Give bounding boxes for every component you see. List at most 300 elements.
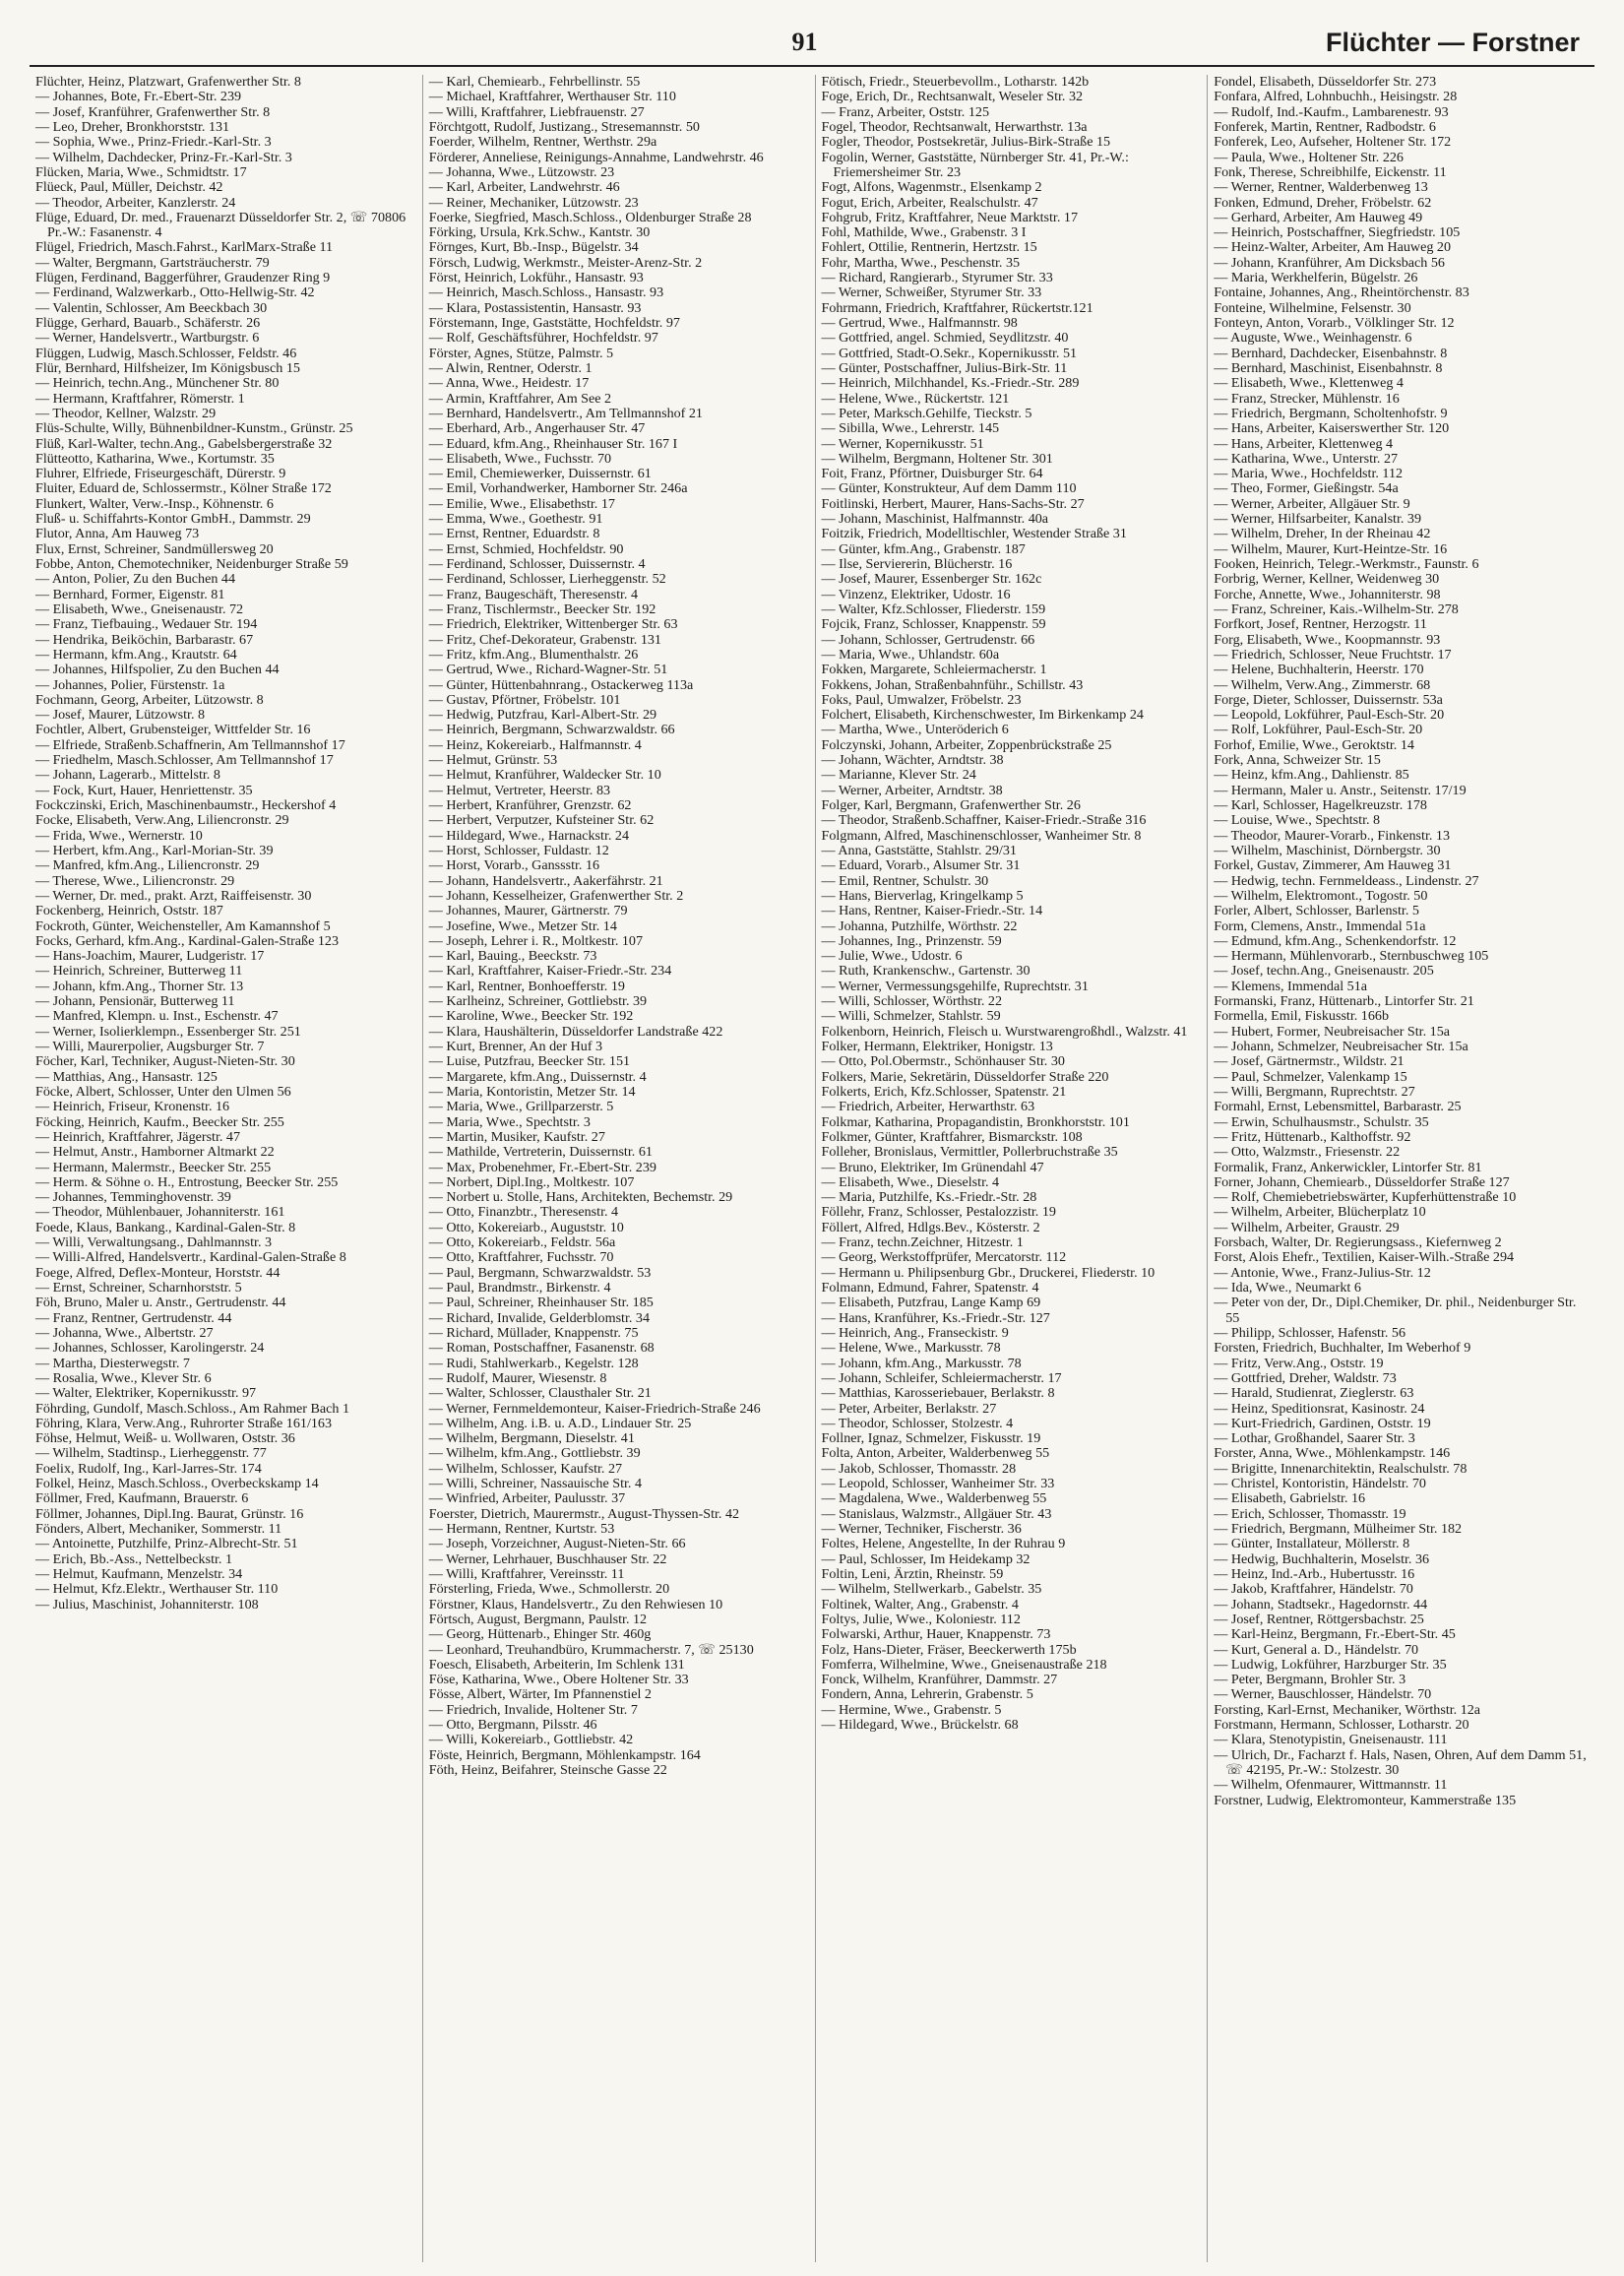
directory-entry: — Hans, Arbeiter, Kaiserswerther Str. 120: [1214, 420, 1450, 437]
directory-entry: — Emil, Rentner, Schulstr. 30: [821, 872, 989, 889]
directory-entry: — Lothar, Großhandel, Saarer Str. 3: [1214, 1430, 1415, 1447]
directory-entry: Focke, Elisabeth, Verw.Ang, Liliencronstr. 29: [35, 812, 289, 829]
directory-entry: Föh, Bruno, Maler u. Anstr., Gertrudenstr. 44: [35, 1295, 286, 1311]
directory-entry: — Willi, Kraftfahrer, Vereinsstr. 11: [428, 1565, 625, 1582]
directory-entry: — Maria, Wwe., Spechtstr. 3: [428, 1113, 591, 1130]
directory-entry: Föllmer, Johannes, Dipl.Ing. Baurat, Grünstr. 16: [35, 1505, 304, 1522]
directory-entry: Foit, Franz, Pförtner, Duisburger Str. 64: [821, 466, 1043, 482]
directory-entry: — Magdalena, Wwe., Walderbenweg 55: [821, 1490, 1047, 1507]
directory-entry: — Heinrich, Bergmann, Schwarzwaldstr. 66: [428, 722, 675, 738]
directory-entry: Fötisch, Friedr., Steuerbevollm., Lotharstr. 142b: [821, 75, 1090, 90]
directory-entry: Folchert, Elisabeth, Kirchenschwester, Im Birkenkamp 24: [821, 707, 1144, 724]
directory-entry: — Horst, Vorarb., Ganssstr. 16: [428, 857, 600, 874]
directory-entry: — Walter, Elektriker, Kopernikusstr. 97: [35, 1385, 257, 1402]
directory-entry: Fockenberg, Heinrich, Oststr. 187: [35, 903, 223, 919]
directory-entry: Folleher, Bronislaus, Vermittler, Pollerbruchstraße 35: [821, 1144, 1118, 1161]
directory-entry: — Hermann, Maler u. Anstr., Seitenstr. 17/19: [1214, 782, 1467, 798]
directory-entry: — Helmut, Grünstr. 53: [428, 752, 558, 769]
directory-entry: — Ulrich, Dr., Facharzt f. Hals, Nasen, Ohren, Auf dem Damm 51, ☏ 42195, Pr.-W.: Stolzestr. 30: [1214, 1746, 1587, 1778]
directory-entry: — Heinrich, Kraftfahrer, Jägerstr. 47: [35, 1128, 241, 1145]
directory-entry: — Hildegard, Wwe., Harnackstr. 24: [428, 827, 630, 844]
directory-entry: — Heinrich, techn.Ang., Münchener Str. 80: [35, 375, 280, 392]
directory-entry: — Joseph, Vorzeichner, August-Nieten-Str. 66: [428, 1536, 686, 1552]
directory-entry: — Werner, Arbeiter, Allgäuer Str. 9: [1214, 495, 1410, 512]
directory-entry: Fönders, Albert, Mechaniker, Sommerstr. 11: [35, 1521, 282, 1537]
directory-entry: — Karl, Schlosser, Hagelkreuzstr. 178: [1214, 797, 1427, 813]
directory-entry: — Werner, Isolierklempn., Essenberger Str. 251: [35, 1023, 301, 1040]
directory-entry: — Karl, Arbeiter, Landwehrstr. 46: [428, 179, 620, 196]
directory-entry: — Heinz, Speditionsrat, Kasinostr. 24: [1214, 1400, 1425, 1417]
directory-entry: — Martha, Wwe., Unteröderich 6: [821, 722, 1009, 738]
directory-entry: — Heinrich, Schreiner, Butterweg 11: [35, 963, 243, 980]
directory-entry: Foltes, Helene, Angestellte, In der Ruhrau 9: [821, 1536, 1066, 1552]
directory-entry: — Josef, Maurer, Lützowstr. 8: [35, 707, 206, 724]
directory-entry: Fonteine, Wilhelmine, Felsenstr. 30: [1214, 299, 1411, 316]
directory-entry: — Klemens, Immendal 51a: [1214, 978, 1368, 994]
directory-entry: — Norbert u. Stolle, Hans, Architekten, Bechemstr. 29: [428, 1189, 733, 1206]
directory-entry: — Herm. & Söhne o. H., Entrostung, Beecker Str. 255: [35, 1173, 339, 1190]
directory-entry: — Otto, Pol.Obermstr., Schönhauser Str. 30: [821, 1053, 1065, 1070]
directory-entry: Flüs-Schulte, Willy, Bühnenbildner-Kunstm., Grünstr. 25: [35, 420, 353, 437]
directory-entry: — Karl, Chemiearb., Fehrbellinstr. 55: [428, 75, 641, 90]
directory-entry: — Rudolf, Maurer, Wiesenstr. 8: [428, 1369, 607, 1386]
directory-entry: — Helene, Wwe., Markusstr. 78: [821, 1340, 1001, 1357]
directory-entry: — Friedrich, Bergmann, Scholtenhofstr. 9: [1214, 405, 1448, 421]
directory-entry: — Leopold, Schlosser, Wanheimer Str. 33: [821, 1476, 1055, 1492]
directory-entry: Flüge, Eduard, Dr. med., Frauenarzt Düsseldorfer Str. 2, ☏ 70806 Pr.-W.: Fasanenstr. 4: [35, 209, 406, 241]
directory-entry: — Hans, Kranführer, Ks.-Friedr.-Str. 127: [821, 1309, 1050, 1326]
directory-entry: — Therese, Wwe., Liliencronstr. 29: [35, 872, 235, 889]
directory-entry: Forsting, Karl-Ernst, Mechaniker, Wörthstr. 12a: [1214, 1701, 1481, 1718]
directory-entry: Fonk, Therese, Schreibhilfe, Eickenstr. 11: [1214, 163, 1447, 180]
directory-entry: — Katharina, Wwe., Unterstr. 27: [1214, 450, 1399, 467]
directory-entry: — Wilhelm, Maurer, Kurt-Heintze-Str. 16: [1214, 540, 1448, 557]
directory-entry: — Erich, Schlosser, Thomasstr. 19: [1214, 1505, 1406, 1522]
directory-entry: — Paul, Schmelzer, Valenkamp 15: [1214, 1068, 1407, 1085]
directory-entry: Fonken, Edmund, Dreher, Fröbelstr. 62: [1214, 194, 1432, 211]
directory-entry: — Winfried, Arbeiter, Paulusstr. 37: [428, 1490, 626, 1507]
directory-entry: Form, Clemens, Anstr., Immendal 51a: [1214, 917, 1426, 934]
directory-entry: — Jakob, Schlosser, Thomasstr. 28: [821, 1460, 1017, 1477]
directory-entry: — Leopold, Lokführer, Paul-Esch-Str. 20: [1214, 707, 1445, 724]
directory-entry: Förster, Agnes, Stütze, Palmstr. 5: [428, 345, 614, 361]
directory-entry: Forsbach, Walter, Dr. Regierungsass., Kiefernweg 2: [1214, 1234, 1502, 1251]
directory-entry: — Philipp, Schlosser, Hafenstr. 56: [1214, 1324, 1406, 1341]
directory-entry: — Otto, Kraftfahrer, Fuchsstr. 70: [428, 1249, 614, 1266]
directory-entry: — Helmut, Kaufmann, Menzelstr. 34: [35, 1565, 243, 1582]
directory-entry: — Ferdinand, Schlosser, Lierheggenstr. 52: [428, 571, 666, 588]
directory-entry: — Werner, Arbeiter, Arndtstr. 38: [821, 782, 1003, 798]
directory-entry: Fohrmann, Friedrich, Kraftfahrer, Rückertstr.121: [821, 299, 1093, 316]
directory-entry: — Hermann, Kraftfahrer, Römerstr. 1: [35, 390, 245, 407]
directory-entry: — Werner, Techniker, Fischerstr. 36: [821, 1521, 1022, 1537]
directory-entry: — Louise, Wwe., Spechtstr. 8: [1214, 812, 1381, 829]
directory-entry: — Wilhelm, Elektromont., Togostr. 50: [1214, 887, 1428, 904]
directory-entry: — Gerhard, Arbeiter, Am Hauweg 49: [1214, 209, 1423, 225]
directory-entry: — Elisabeth, Wwe., Fuchsstr. 70: [428, 450, 612, 467]
directory-entry: — Hermann u. Philipsenburg Gbr., Druckerei, Fliederstr. 10: [821, 1264, 1156, 1281]
directory-entry: — Willi, Bergmann, Ruprechtstr. 27: [1214, 1083, 1415, 1100]
directory-entry: — Karl-Heinz, Bergmann, Fr.-Ebert-Str. 45: [1214, 1626, 1456, 1643]
directory-entry: — Paul, Schlosser, Im Heidekamp 32: [821, 1550, 1031, 1567]
directory-entry: Folker, Hermann, Elektriker, Honigstr. 13: [821, 1039, 1053, 1054]
directory-entry: — Jakob, Kraftfahrer, Händelstr. 70: [1214, 1581, 1413, 1598]
directory-entry: — Wilhelm, Bergmann, Dieselstr. 41: [428, 1430, 635, 1447]
directory-entry: — Gottfried, Dreher, Waldstr. 73: [1214, 1369, 1397, 1386]
directory-entry: — Helene, Buchhalterin, Heerstr. 170: [1214, 662, 1424, 678]
directory-entry: Forg, Elisabeth, Wwe., Koopmannstr. 93: [1214, 631, 1441, 648]
directory-entry: — Ferdinand, Walzwerkarb., Otto-Hellwig-Str. 42: [35, 284, 315, 301]
directory-entry: — Marianne, Klever Str. 24: [821, 767, 976, 784]
directory-entry: — Hans, Arbeiter, Klettenweg 4: [1214, 435, 1394, 452]
directory-entry: — Stanislaus, Walzmstr., Allgäuer Str. 43: [821, 1505, 1052, 1522]
directory-entry: Fochmann, Georg, Arbeiter, Lützowstr. 8: [35, 691, 264, 708]
directory-entry: Fonteyn, Anton, Vorarb., Völklinger Str. 12: [1214, 315, 1455, 331]
directory-entry: — Reiner, Mechaniker, Lützowstr. 23: [428, 194, 639, 211]
page-number: 91: [791, 28, 818, 56]
directory-entry: Fohlert, Ottilie, Rentnerin, Hertzstr. 15: [821, 239, 1037, 256]
directory-entry: — Helmut, Kfz.Elektr., Werthauser Str. 110: [35, 1581, 279, 1598]
directory-entry: Föhrding, Gundolf, Masch.Schloss., Am Rahmer Bach 1: [35, 1400, 350, 1417]
directory-entry: — Matthias, Ang., Hansastr. 125: [35, 1068, 218, 1085]
directory-entry: — Theodor, Schlosser, Stolzestr. 4: [821, 1415, 1014, 1431]
directory-entry: — Richard, Rangierarb., Styrumer Str. 33: [821, 270, 1053, 286]
directory-entry: — Edmund, kfm.Ang., Schenkendorfstr. 12: [1214, 932, 1457, 949]
directory-entry: — Walter, Schlosser, Clausthaler Str. 21: [428, 1385, 652, 1402]
directory-entry: Fogut, Erich, Arbeiter, Realschulstr. 47: [821, 194, 1038, 211]
directory-entry: — Herbert, Kranführer, Grenzstr. 62: [428, 797, 632, 813]
directory-entry: — Hans, Rentner, Kaiser-Friedr.-Str. 14: [821, 903, 1043, 919]
directory-entry: Forche, Annette, Wwe., Johanniterstr. 98: [1214, 586, 1441, 602]
directory-entry: — Paula, Wwe., Holtener Str. 226: [1214, 149, 1404, 165]
directory-entry: — Werner, Hilfsarbeiter, Kanalstr. 39: [1214, 511, 1422, 528]
directory-entry: Forster, Anna, Wwe., Möhlenkampstr. 146: [1214, 1445, 1451, 1462]
directory-entry: — Anna, Wwe., Heidestr. 17: [428, 375, 590, 392]
directory-entry: Flügel, Friedrich, Masch.Fahrst., KarlMarx-Straße 11: [35, 239, 334, 256]
directory-entry: Folkmer, Günter, Kraftfahrer, Bismarckstr. 108: [821, 1128, 1083, 1145]
directory-entry: Fooken, Heinrich, Telegr.-Werkmstr., Faunstr. 6: [1214, 556, 1479, 572]
directory-entry: — Hans-Joachim, Maurer, Ludgeristr. 17: [35, 948, 265, 965]
directory-entry: — Friedrich, Arbeiter, Herwarthstr. 63: [821, 1099, 1035, 1115]
directory-entry: — Hans, Bierverlag, Kringelkamp 5: [821, 887, 1024, 904]
directory-entry: — Martha, Diesterwegstr. 7: [35, 1355, 190, 1371]
directory-entry: — Sophia, Wwe., Prinz-Friedr.-Karl-Str. 3: [35, 134, 272, 151]
directory-entry: Fomferra, Wilhelmine, Wwe., Gneisenaustraße 218: [821, 1656, 1107, 1673]
directory-entry: — Friedhelm, Masch.Schlosser, Am Tellmannshof 17: [35, 752, 334, 769]
directory-entry: Foks, Paul, Umwalzer, Fröbelstr. 23: [821, 691, 1022, 708]
directory-entry: — Franz, Rentner, Gertrudenstr. 44: [35, 1309, 232, 1326]
directory-entry: — Johannes, Ing., Prinzenstr. 59: [821, 932, 1002, 949]
directory-entry: — Johann, Pensionär, Butterweg 11: [35, 993, 235, 1010]
directory-entry: — Johannes, Hilfspolier, Zu den Buchen 44: [35, 662, 280, 678]
directory-entry: — Wilhelm, Arbeiter, Blücherplatz 10: [1214, 1204, 1426, 1221]
directory-entry: Föllmer, Fred, Kaufmann, Brauerstr. 6: [35, 1490, 249, 1507]
directory-entry: — Willi, Schmelzer, Stahlstr. 59: [821, 1008, 1001, 1025]
directory-entry: — Heinrich, Masch.Schloss., Hansastr. 93: [428, 284, 664, 301]
directory-column-4: [1207, 75, 1599, 2262]
directory-entry: — Richard, Invalide, Gelderblomstr. 34: [428, 1309, 651, 1326]
directory-entry: — Karlheinz, Schreiner, Gottliebstr. 39: [428, 993, 648, 1010]
directory-entry: — Johannes, Bote, Fr.-Ebert-Str. 239: [35, 89, 242, 105]
directory-entry: Föhse, Helmut, Weiß- u. Wollwaren, Oststr. 36: [35, 1430, 295, 1447]
directory-entry: — Johann, Lagerarb., Mittelstr. 8: [35, 767, 220, 784]
directory-entry: Fojcik, Franz, Schlosser, Knappenstr. 59: [821, 616, 1046, 633]
directory-entry: — Friedrich, Bergmann, Mülheimer Str. 182: [1214, 1521, 1463, 1537]
directory-entry: Forst, Alois Ehefr., Textilien, Kaiser-Wilh.-Straße 294: [1214, 1249, 1515, 1266]
directory-entry: Folgmann, Alfred, Maschinenschlosser, Wanheimer Str. 8: [821, 827, 1142, 844]
directory-entry: — Ernst, Schreiner, Scharnhorststr. 5: [35, 1280, 242, 1296]
directory-entry: — Auguste, Wwe., Weinhagenstr. 6: [1214, 330, 1412, 347]
directory-entry: Foitlinski, Herbert, Maurer, Hans-Sachs-Str. 27: [821, 495, 1085, 512]
directory-entry: — Bernhard, Dachdecker, Eisenbahnstr. 8: [1214, 345, 1448, 361]
directory-entry: Förderer, Anneliese, Reinigungs-Annahme, Landwehrstr. 46: [428, 149, 764, 165]
directory-entry: — Paul, Bergmann, Schwarzwaldstr. 53: [428, 1264, 652, 1281]
directory-entry: — Theodor, Mühlenbauer, Johanniterstr. 161: [35, 1204, 285, 1221]
directory-entry: Folkenborn, Heinrich, Fleisch u. Wurstwarengroßhdl., Walzstr. 41: [821, 1023, 1188, 1040]
directory-entry: Fogel, Theodor, Rechtsanwalt, Herwarthstr. 13a: [821, 118, 1088, 135]
directory-entry: Foelix, Rudolf, Ing., Karl-Jarres-Str. 174: [35, 1460, 262, 1477]
directory-entry: — Werner, Dr. med., prakt. Arzt, Raiffeisenstr. 30: [35, 887, 312, 904]
directory-entry: — Heinz, Ind.-Arb., Hubertusstr. 16: [1214, 1565, 1415, 1582]
directory-entry: Försterling, Frieda, Wwe., Schmollerstr. 20: [428, 1581, 670, 1598]
directory-entry: — Rudolf, Ind.-Kaufm., Lambarenestr. 93: [1214, 103, 1449, 120]
directory-entry: — Valentin, Schlosser, Am Beeckbach 30: [35, 299, 268, 316]
directory-entry: — Wilhelm, Stadtinsp., Lierheggenstr. 77: [35, 1445, 267, 1462]
directory-entry: — Otto, Walzmstr., Friesenstr. 22: [1214, 1144, 1401, 1161]
directory-entry: — Christel, Kontoristin, Händelstr. 70: [1214, 1476, 1426, 1492]
directory-entry: — Maria, Wwe., Uhlandstr. 60a: [821, 646, 1000, 663]
directory-entry: — Elfriede, Straßenb.Schaffnerin, Am Tellmannshof 17: [35, 736, 345, 753]
directory-entry: — Wilhelm, kfm.Ang., Gottliebstr. 39: [428, 1445, 641, 1462]
directory-entry: — Hedwig, techn. Fernmeldeass., Lindenstr. 27: [1214, 872, 1479, 889]
directory-entry: — Wilhelm, Ang. i.B. u. A.D., Lindauer Str. 25: [428, 1415, 692, 1431]
directory-entry: — Erich, Bb.-Ass., Nettelbeckstr. 1: [35, 1550, 233, 1567]
directory-entry: — Wilhelm, Dreher, In der Rheinau 42: [1214, 526, 1431, 542]
directory-entry: — Fritz, kfm.Ang., Blumenthalstr. 26: [428, 646, 639, 663]
directory-entry: — Ilse, Serviererin, Blücherstr. 16: [821, 556, 1013, 572]
directory-entry: — Gustav, Pförtner, Fröbelstr. 101: [428, 691, 621, 708]
directory-entry: — Heinrich, Friseur, Kronenstr. 16: [35, 1099, 230, 1115]
directory-entry: — Franz, Schreiner, Kais.-Wilhelm-Str. 278: [1214, 601, 1459, 617]
directory-entry: — Walter, Bergmann, Gartsträucherstr. 79: [35, 254, 270, 271]
directory-entry: Foesch, Elisabeth, Arbeiterin, Im Schlenk 131: [428, 1656, 685, 1673]
directory-entry: Fondern, Anna, Lehrerin, Grabenstr. 5: [821, 1686, 1033, 1703]
directory-entry: Foede, Klaus, Bankang., Kardinal-Galen-Str. 8: [35, 1219, 296, 1235]
directory-entry: Föse, Katharina, Wwe., Obere Holtener Str. 33: [428, 1672, 689, 1688]
directory-entry: Fohl, Mathilde, Wwe., Grabenstr. 3 I: [821, 224, 1027, 241]
directory-entry: Forsten, Friedrich, Buchhalter, Im Weberhof 9: [1214, 1340, 1471, 1357]
directory-entry: — Ferdinand, Schlosser, Duissernstr. 4: [428, 556, 646, 572]
directory-entry: — Franz, Strecker, Mühlenstr. 16: [1214, 390, 1400, 407]
directory-entry: — Bernhard, Former, Eigenstr. 81: [35, 586, 225, 602]
directory-entry: — Bernhard, Maschinist, Eisenbahnstr. 8: [1214, 359, 1443, 376]
directory-entry: Focks, Gerhard, kfm.Ang., Kardinal-Galen-Straße 123: [35, 932, 340, 949]
directory-entry: Foerder, Wilhelm, Rentner, Werthstr. 29a: [428, 134, 657, 151]
directory-entry: — Willi, Schlosser, Wörthstr. 22: [821, 993, 1003, 1010]
directory-entry: Foege, Alfred, Deflex-Monteur, Horststr. 44: [35, 1264, 281, 1281]
directory-entry: Forler, Albert, Schlosser, Barlenstr. 5: [1214, 903, 1419, 919]
directory-entry: Forstmann, Hermann, Schlosser, Lotharstr. 20: [1214, 1717, 1469, 1734]
directory-entry: — Johann, Kranführer, Am Dicksbach 56: [1214, 254, 1445, 271]
directory-entry: — Gottfried, Stadt-O.Sekr., Kopernikusstr. 51: [821, 345, 1078, 361]
directory-entry: — Georg, Werkstoffprüfer, Mercatorstr. 112: [821, 1249, 1067, 1266]
directory-entry: — Johann, Schlosser, Gertrudenstr. 66: [821, 631, 1035, 648]
directory-entry: — Hermine, Wwe., Grabenstr. 5: [821, 1701, 1002, 1718]
directory-entry: Flügge, Gerhard, Bauarb., Schäferstr. 26: [35, 315, 261, 331]
directory-entry: — Hermann, Malermstr., Beecker Str. 255: [35, 1159, 272, 1175]
directory-entry: — Werner, Lehrhauer, Buschhauser Str. 22: [428, 1550, 667, 1567]
directory-entry: — Antoinette, Putzhilfe, Prinz-Albrecht-Str. 51: [35, 1536, 298, 1552]
directory-entry: Flüchter, Heinz, Platzwart, Grafenwerther Str. 8: [35, 75, 301, 90]
directory-entry: Foitzik, Friedrich, Modelltischler, Westender Straße 31: [821, 526, 1127, 542]
directory-entry: — Karl, Kraftfahrer, Kaiser-Friedr.-Str. 234: [428, 963, 672, 980]
directory-entry: — Brigitte, Innenarchitektin, Realschulstr. 78: [1214, 1460, 1468, 1477]
directory-entry: — Wilhelm, Ofenmaurer, Wittmannstr. 11: [1214, 1777, 1448, 1794]
directory-entry: — Erwin, Schulhausmstr., Schulstr. 35: [1214, 1113, 1429, 1130]
directory-entry: — Friedrich, Invalide, Holtener Str. 7: [428, 1701, 638, 1718]
directory-entry: — Elisabeth, Putzfrau, Lange Kamp 69: [821, 1295, 1041, 1311]
directory-entry: — Maria, Wwe., Grillparzerstr. 5: [428, 1099, 614, 1115]
directory-entry: — Maria, Kontoristin, Metzer Str. 14: [428, 1083, 636, 1100]
directory-entry: — Wilhelm, Arbeiter, Graustr. 29: [1214, 1219, 1400, 1235]
directory-entry: — Antonie, Wwe., Franz-Julius-Str. 12: [1214, 1264, 1431, 1281]
directory-entry: Föcking, Heinrich, Kaufm., Beecker Str. 255: [35, 1113, 284, 1130]
directory-entry: — Günter, Konstrukteur, Auf dem Damm 110: [821, 480, 1077, 497]
directory-entry: — Julius, Maschinist, Johanniterstr. 108: [35, 1596, 259, 1612]
directory-entry: Förtsch, August, Bergmann, Paulstr. 12: [428, 1611, 648, 1627]
directory-entry: — Johannes, Polier, Fürstenstr. 1a: [35, 676, 225, 693]
directory-entry: — Hedwig, Putzfrau, Karl-Albert-Str. 29: [428, 707, 657, 724]
directory-entry: — Josef, Kranführer, Grafenwerther Str. 8: [35, 103, 271, 120]
directory-entry: Flutor, Anna, Am Hauweg 73: [35, 526, 200, 542]
directory-entry: Fluiter, Eduard de, Schlossermstr., Kölner Straße 172: [35, 480, 332, 497]
directory-entry: Fogler, Theodor, Postsekretär, Julius-Birk-Straße 15: [821, 134, 1111, 151]
directory-entry: Fobbe, Anton, Chemotechniker, Neidenburger Straße 59: [35, 556, 348, 572]
directory-entry: Föste, Heinrich, Bergmann, Möhlenkampstr. 164: [428, 1746, 701, 1763]
directory-entry: — Eduard, kfm.Ang., Rheinhauser Str. 167 I: [428, 435, 678, 452]
directory-entry: Fogolin, Werner, Gaststätte, Nürnberger Str. 41, Pr.-W.: Friemersheimer Str. 23: [821, 149, 1129, 180]
directory-entry: — Georg, Hüttenarb., Ehinger Str. 460g: [428, 1626, 652, 1643]
directory-entry: Förstner, Klaus, Handelsvertr., Zu den Rehwiesen 10: [428, 1596, 723, 1612]
directory-entry: — Johann, Kesselheizer, Grafenwerther Str. 2: [428, 887, 684, 904]
directory-entry: — Eduard, Vorarb., Alsumer Str. 31: [821, 857, 1021, 874]
page-header: [30, 24, 1580, 63]
directory-entry: — Willi, Kraftfahrer, Liebfrauenstr. 27: [428, 103, 645, 120]
directory-entry: — Johann, kfm.Ang., Thorner Str. 13: [35, 978, 244, 994]
directory-entry: — Werner, Schweißer, Styrumer Str. 33: [821, 284, 1042, 301]
directory-entry: Föcher, Karl, Techniker, August-Nieten-Str. 30: [35, 1053, 295, 1070]
directory-entry: Förnges, Kurt, Bb.-Insp., Bügelstr. 34: [428, 239, 639, 256]
directory-entry: — Fritz, Verw.Ang., Oststr. 19: [1214, 1355, 1384, 1371]
directory-entry: — Martin, Musiker, Kaufstr. 27: [428, 1128, 605, 1145]
directory-entry: — Rosalia, Wwe., Klever Str. 6: [35, 1369, 212, 1386]
directory-entry: — Hermann, Rentner, Kurtstr. 53: [428, 1521, 615, 1537]
directory-entry: — Alwin, Rentner, Oderstr. 1: [428, 359, 593, 376]
directory-entry: — Karl, Bauing., Beeckstr. 73: [428, 948, 597, 965]
directory-entry: Follner, Ignaz, Schmelzer, Fiskusstr. 19: [821, 1430, 1041, 1447]
directory-entry: — Kurt, General a. D., Händelstr. 70: [1214, 1641, 1419, 1658]
directory-entry: Flücken, Maria, Wwe., Schmidtstr. 17: [35, 163, 247, 180]
directory-entry: — Vinzenz, Elektriker, Udostr. 16: [821, 586, 1011, 602]
directory-entry: — Fock, Kurt, Hauer, Henriettenstr. 35: [35, 782, 253, 798]
directory-entry: — Herbert, kfm.Ang., Karl-Morian-Str. 39: [35, 842, 274, 858]
directory-entry: — Hendrika, Beiköchin, Barbarastr. 67: [35, 631, 254, 648]
directory-entry: Folkmar, Katharina, Propagandistin, Bronkhorststr. 101: [821, 1113, 1130, 1130]
directory-entry: Foerster, Dietrich, Maurermstr., August-Thyssen-Str. 42: [428, 1505, 740, 1522]
directory-entry: Försch, Ludwig, Werkmstr., Meister-Arenz-Str. 2: [428, 254, 703, 271]
directory-entry: Flux, Ernst, Schreiner, Sandmüllersweg 20: [35, 540, 274, 557]
directory-entry: — Johann, Handelsvertr., Aakerfährstr. 21: [428, 872, 663, 889]
page-title: Flüchter — Forstner: [1325, 28, 1580, 57]
directory-entry: Fluß- u. Schiffahrts-Kontor GmbH., Dammstr. 29: [35, 511, 311, 528]
directory-entry: — Theodor, Straßenb.Schaffner, Kaiser-Friedr.-Straße 316: [821, 812, 1147, 829]
directory-entry: — Josef, Gärtnermstr., Wildstr. 21: [1214, 1053, 1405, 1070]
directory-entry: — Sibilla, Wwe., Lehrerstr. 145: [821, 420, 1000, 437]
directory-entry: — Kurt, Brenner, An der Huf 3: [428, 1039, 603, 1054]
directory-entry: — Johann, Wächter, Arndtstr. 38: [821, 752, 1004, 769]
directory-entry: — Johannes, Schlosser, Karolingerstr. 24: [35, 1340, 265, 1357]
directory-entry: — Helmut, Vertreter, Heerstr. 83: [428, 782, 611, 798]
directory-entry: — Paul, Schreiner, Rheinhauser Str. 185: [428, 1295, 654, 1311]
directory-entry: — Bernhard, Handelsvertr., Am Tellmannshof 21: [428, 405, 703, 421]
directory-entry: — Margarete, kfm.Ang., Duissernstr. 4: [428, 1068, 647, 1085]
directory-entry: — Günter, Installateur, Möllerstr. 8: [1214, 1536, 1410, 1552]
directory-entry: — Willi, Maurerpolier, Augsburger Str. 7: [35, 1039, 265, 1054]
directory-entry: — Werner, Fernmeldemonteur, Kaiser-Friedrich-Straße 246: [428, 1400, 761, 1417]
directory-entry: Fohgrub, Fritz, Kraftfahrer, Neue Marktstr. 17: [821, 209, 1078, 225]
directory-entry: Fockroth, Günter, Weichensteller, Am Kamannshof 5: [35, 917, 331, 934]
directory-entry: — Peter, Arbeiter, Berlakstr. 27: [821, 1400, 997, 1417]
directory-entry: Fontaine, Johannes, Ang., Rheintörchenstr. 83: [1214, 284, 1469, 301]
directory-entry: Flütteotto, Katharina, Wwe., Kortumstr. 35: [35, 450, 275, 467]
directory-entry: — Gertrud, Wwe., Halfmannstr. 98: [821, 315, 1018, 331]
directory-entry: Flügen, Ferdinand, Baggerführer, Graudenzer Ring 9: [35, 270, 331, 286]
directory-entry: — Hermann, kfm.Ang., Krautstr. 64: [35, 646, 237, 663]
directory-entry: Folwarski, Arthur, Hauer, Knappenstr. 73: [821, 1626, 1051, 1643]
directory-entry: Flüeck, Paul, Müller, Deichstr. 42: [35, 179, 223, 196]
directory-entry: — Hermann, Mühlenvorarb., Sternbuschweg 105: [1214, 948, 1489, 965]
directory-entry: — Peter, Marksch.Gehilfe, Tieckstr. 5: [821, 405, 1032, 421]
directory-entry: — Werner, Vermessungsgehilfe, Ruprechtstr. 31: [821, 978, 1089, 994]
directory-entry: — Werner, Bauschlosser, Händelstr. 70: [1214, 1686, 1432, 1703]
directory-entry: — Walter, Kfz.Schlosser, Fliederstr. 159: [821, 601, 1046, 617]
directory-entry: — Elisabeth, Wwe., Klettenweg 4: [1214, 375, 1404, 392]
directory-entry: — Theodor, Arbeiter, Kanzlerstr. 24: [35, 194, 236, 211]
directory-entry: — Hildegard, Wwe., Brückelstr. 68: [821, 1717, 1019, 1734]
directory-entry: — Josefine, Wwe., Metzer Str. 14: [428, 917, 617, 934]
directory-entry: Fochtler, Albert, Grubensteiger, Wittfelder Str. 16: [35, 722, 311, 738]
directory-entry: — Franz, Arbeiter, Oststr. 125: [821, 103, 989, 120]
directory-entry: — Johanna, Wwe., Albertstr. 27: [35, 1324, 214, 1341]
directory-entry: — Frida, Wwe., Wernerstr. 10: [35, 827, 203, 844]
directory-entry: — Theodor, Maurer-Vorarb., Finkenstr. 13: [1214, 827, 1451, 844]
directory-entry: Fokkens, Johan, Straßenbahnführ., Schillstr. 43: [821, 676, 1084, 693]
directory-entry: — Matthias, Karosseriebauer, Berlakstr. 8: [821, 1385, 1055, 1402]
directory-entry: — Günter, Hüttenbahnrang., Ostackerweg 113a: [428, 676, 694, 693]
directory-entry: — Emil, Chemiewerker, Duissernstr. 61: [428, 466, 652, 482]
directory-entry: — Wilhelm, Maschinist, Dörnbergstr. 30: [1214, 842, 1441, 858]
directory-entry: — Otto, Finanzbtr., Theresenstr. 4: [428, 1204, 619, 1221]
directory-entry: — Richard, Müllader, Knappenstr. 75: [428, 1324, 639, 1341]
directory-entry: — Theo, Former, Gießingstr. 54a: [1214, 480, 1399, 497]
directory-entry: — Peter, Bergmann, Brohler Str. 3: [1214, 1672, 1406, 1688]
directory-entry: Forkel, Gustav, Zimmerer, Am Hauweg 31: [1214, 857, 1452, 874]
directory-entry: Folta, Anton, Arbeiter, Walderbenweg 55: [821, 1445, 1050, 1462]
directory-entry: Föllehr, Franz, Schlosser, Pestalozzistr. 19: [821, 1204, 1056, 1221]
directory-entry: Folczynski, Johann, Arbeiter, Zoppenbrückstraße 25: [821, 736, 1112, 753]
directory-entry: Folger, Karl, Bergmann, Grafenwerther Str. 26: [821, 797, 1081, 813]
directory-entry: — Ruth, Krankenschw., Gartenstr. 30: [821, 963, 1031, 980]
